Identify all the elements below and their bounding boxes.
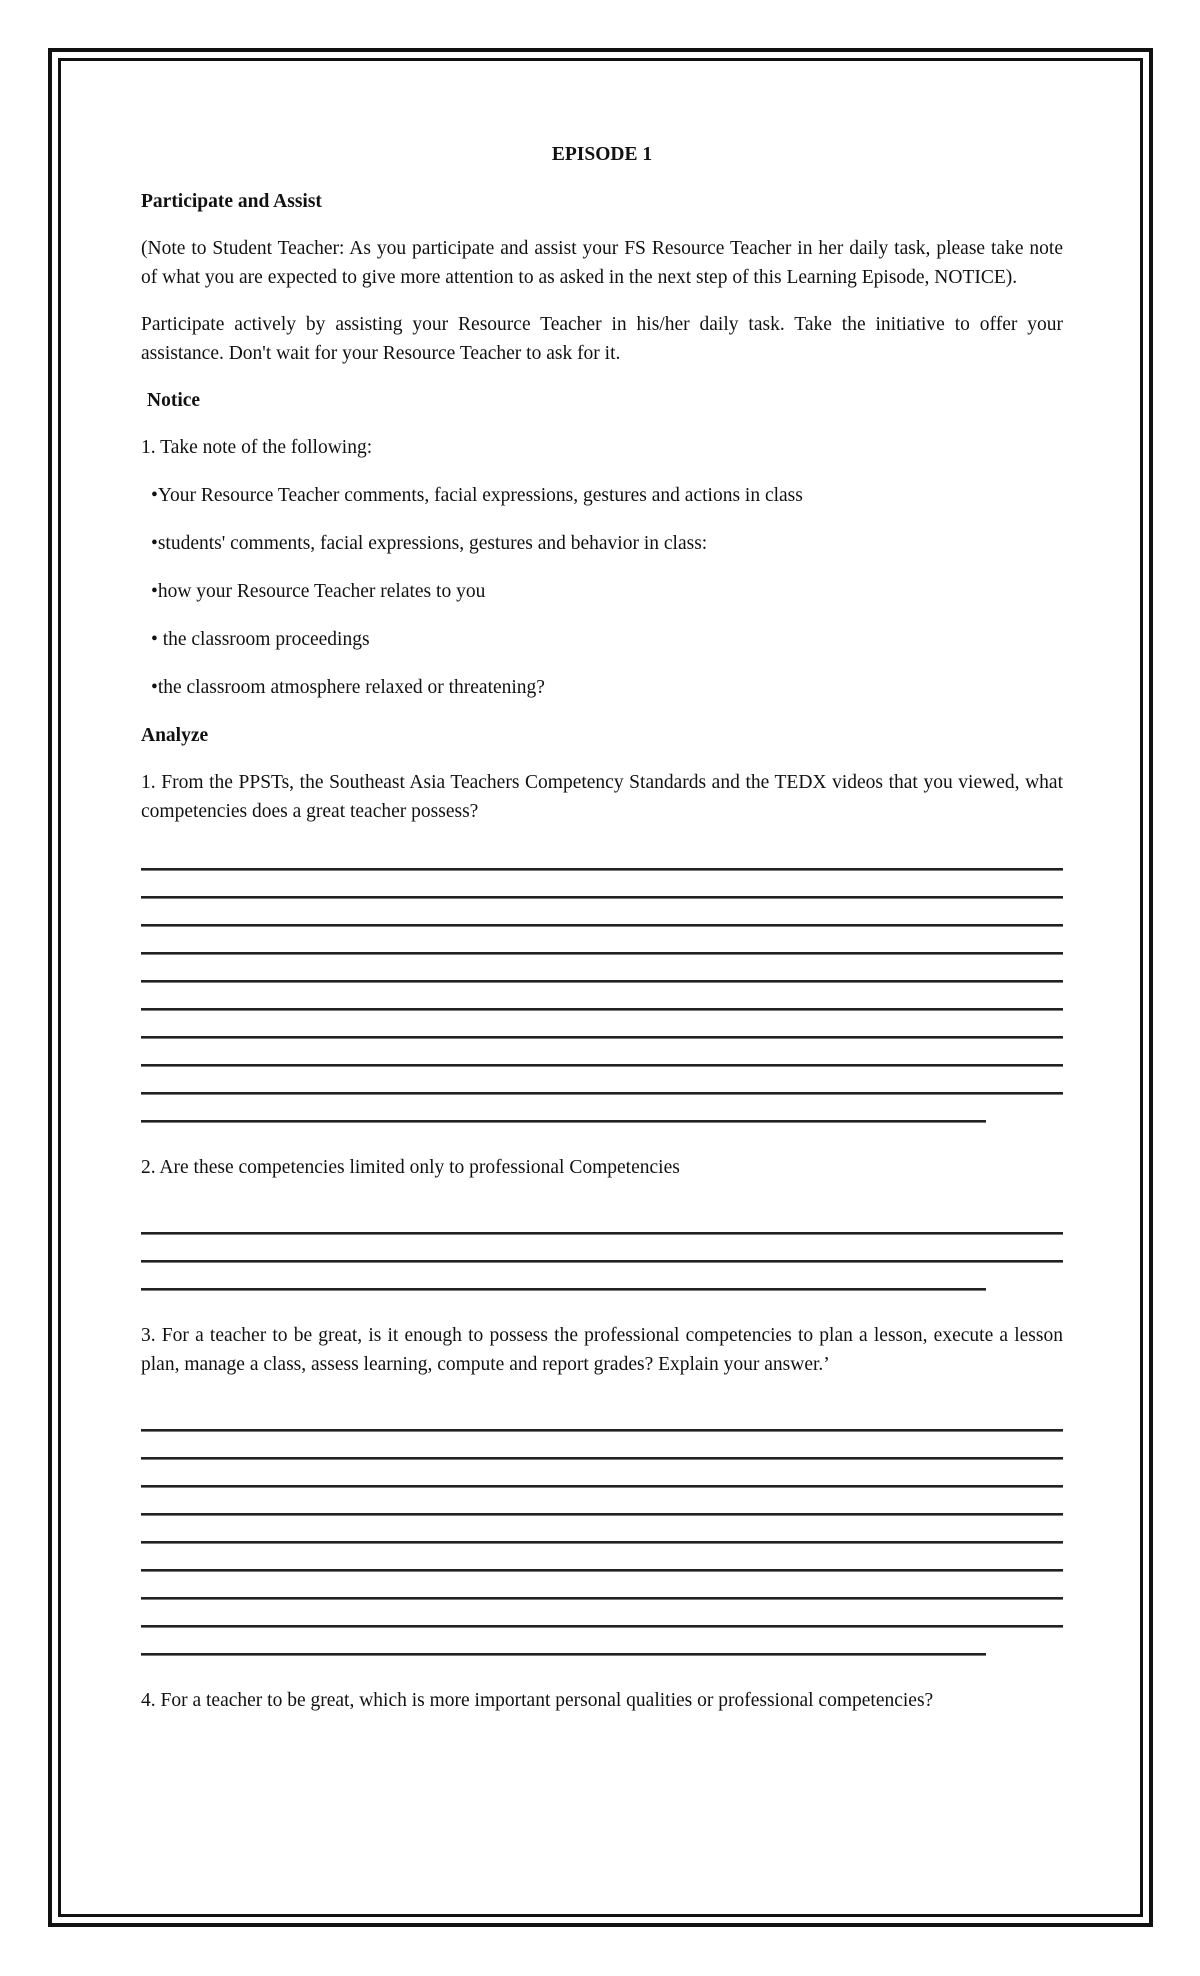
question-3: 3. For a teacher to be great, is it enough to possess the professional competencies to plan a lesson, execute a lesson plan, manage a class, assess learning, compute and report grades? Explain your answer.’	[141, 1325, 1063, 1375]
notice-heading: Notice	[147, 390, 201, 411]
participate-heading: Participate and Assist	[141, 191, 322, 212]
answer-line	[141, 924, 1063, 927]
answer-line	[141, 1653, 986, 1656]
answer-line	[141, 1092, 1063, 1095]
document-body	[141, 140, 1063, 1733]
participate-paragraph: Participate actively by assisting your Resource Teacher in his/her daily task. Take the initiative to offer your assistance. Don't wait for your Resource Teacher to ask for it.	[141, 314, 1063, 364]
answer-lines-1[interactable]	[141, 868, 1063, 1123]
answer-line	[141, 1036, 1063, 1039]
answer-line	[141, 1625, 1063, 1628]
answer-line	[141, 1288, 986, 1291]
answer-line	[141, 896, 1063, 899]
note-paragraph: (Note to Student Teacher: As you participate and assist your FS Resource Teacher in her daily task, please take note of what you are expected to give more attention to as asked in the next step of this Learning Episode, NOTICE).	[141, 238, 1063, 288]
answer-line	[141, 1513, 1063, 1516]
notice-bullet: •how your Resource Teacher relates to you	[151, 581, 486, 602]
notice-bullet: • the classroom proceedings	[151, 629, 370, 650]
answer-line	[141, 1008, 1063, 1011]
question-4: 4. For a teacher to be great, which is more important personal qualities or professional competencies?	[141, 1690, 934, 1711]
episode-title: EPISODE 1	[551, 144, 653, 165]
question-1: 1. From the PPSTs, the Southeast Asia Teachers Competency Standards and the TEDX videos that you viewed, what competencies does a great teacher possess?	[141, 772, 1063, 822]
answer-line	[141, 1120, 986, 1123]
notice-bullet: •the classroom atmosphere relaxed or threatening?	[151, 677, 545, 698]
question-2: 2. Are these competencies limited only to professional Competencies	[141, 1157, 680, 1178]
notice-item: 1. Take note of the following:	[141, 437, 373, 458]
answer-line	[141, 980, 1063, 983]
answer-line	[141, 1260, 1063, 1263]
answer-line	[141, 1457, 1063, 1460]
notice-bullet: •Your Resource Teacher comments, facial expressions, gestures and actions in class	[151, 485, 803, 506]
answer-line	[141, 1597, 1063, 1600]
analyze-heading: Analyze	[141, 725, 209, 746]
answer-line	[141, 1232, 1063, 1235]
answer-line	[141, 868, 1063, 871]
answer-line	[141, 1569, 1063, 1572]
notice-bullet: •students' comments, facial expressions, gestures and behavior in class:	[151, 533, 708, 554]
answer-line	[141, 1485, 1063, 1488]
answer-lines-2[interactable]	[141, 1232, 1063, 1291]
answer-lines-3[interactable]	[141, 1429, 1063, 1656]
answer-line	[141, 952, 1063, 955]
answer-line	[141, 1541, 1063, 1544]
answer-line	[141, 1429, 1063, 1432]
answer-line	[141, 1064, 1063, 1067]
